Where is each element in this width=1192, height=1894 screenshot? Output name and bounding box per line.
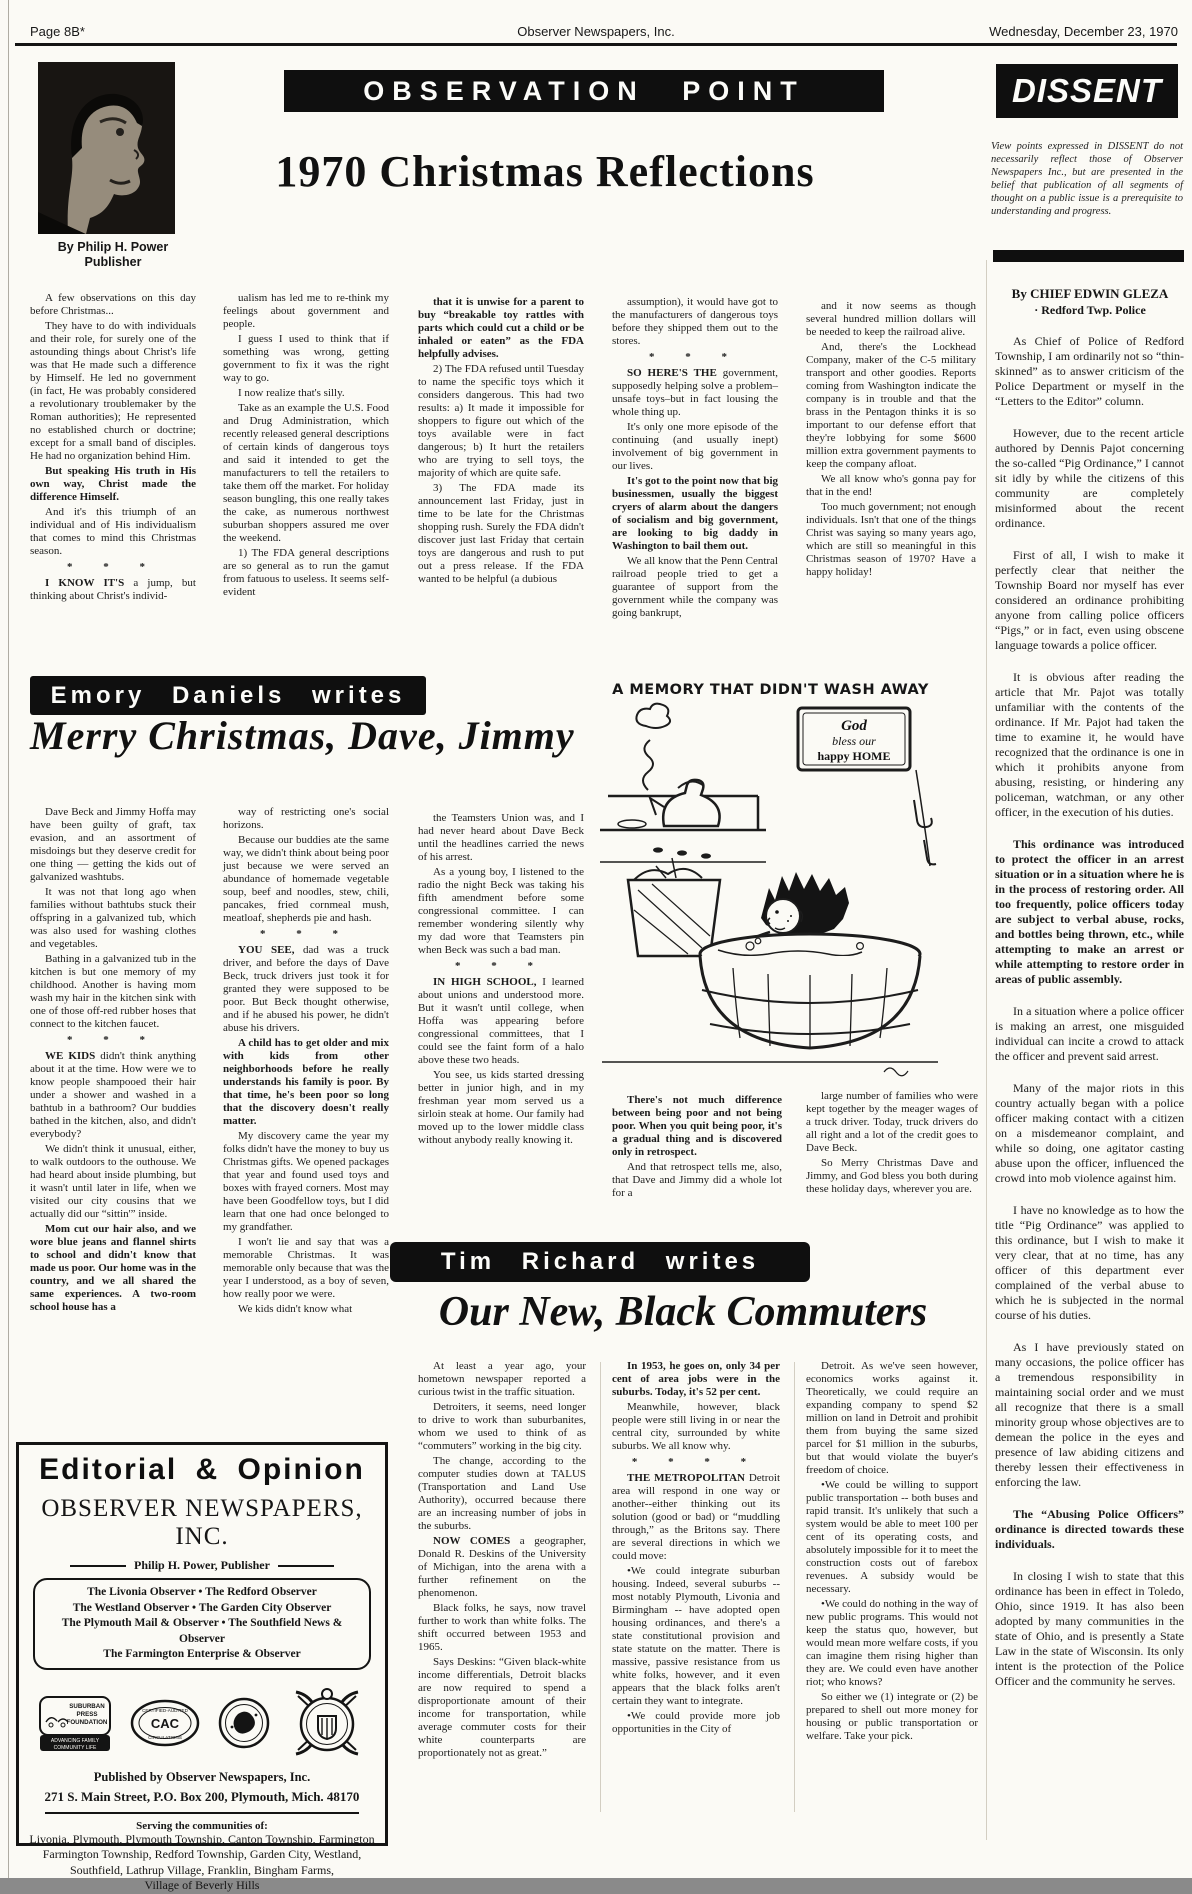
paragraph: It is obvious after reading the article that Mr. Pajot was totally unfamiliar with the contents of the ordinance. If Mr. Pajot had taken the time to examine it, he would have recognized that the ordinance is one in which it prohibits anyone from abusing, resisting, or hindering any policeman, watchman, or any other officer, in the execution of his duties. xyxy=(995,670,1184,819)
merry-column-5 xyxy=(806,1090,978,1248)
column-divider xyxy=(986,260,987,1840)
paragraph: and it now seems as though several hundred million dollars will be needed to keep the railroad alive. xyxy=(806,300,976,338)
paragraph: Take as an example the U.S. Food and Drug Administration, which recently released general descriptions of certain kinds of dangerous toys and said it intended to get the manufacturers to tell the retailers to take them off the market. For holiday season bungling, this one really takes the cake, as numerous northwest suburban shoppers assured me over the weekend. xyxy=(223,402,389,544)
address: 271 S. Main Street, P.O. Box 200, Plymouth, Mich. 48170 xyxy=(44,1788,360,1804)
communities-list xyxy=(19,1832,385,1894)
cartoon-caption: A MEMORY THAT DIDN'T WASH AWAY xyxy=(612,682,929,698)
paragraph: Too much government; not enough individuals. Isn't that one of the things Christ was saying so many years ago, which are still so meaningful in this Christmas season of 1970? Have a happy holiday! xyxy=(806,501,976,578)
newspaper-name: The Farmington Enterprise & Observer xyxy=(103,1648,301,1660)
paragraph: * * * xyxy=(67,1034,159,1046)
paragraph: So Merry Christmas Dave and Jimmy, and God bless you both during these holiday days, wherever you are. xyxy=(806,1157,978,1195)
paragraph: IN HIGH SCHOOL, I learned about unions and understood more. But it wasn't until college, when Hoffa was appearing before congressional committees, that I could see the faint form of a halo above these two heads. xyxy=(418,976,584,1066)
merry-column-1 xyxy=(30,806,196,1436)
tim-column-1 xyxy=(418,1360,586,1822)
paragraph: WE KIDS didn't think anything about it at the time. How were we to know people shampooed their hair under a shower and washed in a bathtub in a bathroom? Our buddies bathed in the kitchen, also, and didn't everybody? xyxy=(30,1050,196,1140)
reflections-column-5 xyxy=(806,300,976,656)
reflections-headline: 1970 Christmas Reflections xyxy=(275,147,815,196)
paragraph: However, due to the recent article authored by Dennis Pajot concerning the so-called “Pig Ordinance,” I cannot sit idly by while the citizens of this community are completely misinformed about the recent ordinance. xyxy=(995,426,1184,530)
header-rule xyxy=(15,43,1177,46)
paragraph: There's not much difference between being poor and not being poor. When you quit being poor, it's a gradual thing and is discovered only in retrospect. xyxy=(612,1094,782,1158)
paragraph: It was not that long ago when families without bathtubs stuck their offspring in a galvanized tub, which was also used for washing clothes and vegetables. xyxy=(30,886,196,950)
rule xyxy=(45,1812,359,1814)
cac-certified-circulations-seal xyxy=(130,1699,200,1747)
seal-text: COMMUNITY LIFE xyxy=(53,1744,97,1751)
page-number: Page 8B* xyxy=(30,24,85,39)
paragraph: We all know that the Penn Central railroad people tried to get a guarantee of support from the government while the company was going bankrupt, xyxy=(612,555,778,619)
community-line: Village of Beverly Hills xyxy=(144,1878,260,1892)
paragraph: * * * xyxy=(260,928,352,940)
paragraph: We didn't think it unusual, either, to walk outdoors to the outhouse. We had heard about inside plumbing, but it wasn't until later in life, when we visited our city cousins that we actually did our “sittin'” inside. xyxy=(30,1143,196,1220)
paragraph: * * * xyxy=(649,351,741,363)
sign-line-2: bless our xyxy=(832,734,876,748)
paragraph: In 1953, he goes on, only 34 per cent of area jobs were in the suburbs. Today, it's 52 per cent. xyxy=(612,1360,780,1398)
publisher-name: Philip H. Power, Publisher xyxy=(134,1558,270,1572)
paragraph: YOU SEE, dad was a truck driver, and before the days of Dave Beck, truck drivers just took it for granted they were supposed to be poor. But Beck thought otherwise, and if he abused his power, he didn't abuse his drivers. xyxy=(223,944,389,1034)
observation-point-banner: OBSERVATION POINT xyxy=(284,70,884,112)
press-association-seal xyxy=(218,1697,270,1749)
paragraph: * * * * xyxy=(631,1456,761,1468)
paragraph: assumption), it would have got to the manufacturers of dangerous toys before they shipped them out to the stores. xyxy=(612,296,778,347)
header-date: Wednesday, December 23, 1970 xyxy=(989,24,1178,39)
paragraph: I have no knowledge as to how the title “Pig Ordinance” was applied to this ordinance, but I wish to make it very clear, that at no time, has any officer of this department ever complained of the verbal abuse to which he is subjected in the normal course of his duties. xyxy=(995,1203,1184,1322)
publisher-row xyxy=(19,1558,385,1573)
paragraph: Dave Beck and Jimmy Hoffa may have been guilty of graft, tax evasion, and an assortment of misdoings but they deserve credit for one thing — getting the kids out of galvanized washtubs. xyxy=(30,806,196,883)
sign-line-3: happy HOME xyxy=(817,749,891,763)
tim-column-3 xyxy=(806,1360,978,1826)
page-edge-rule xyxy=(8,0,9,1878)
newspaper-name: The Livonia Observer • The Redford Observer xyxy=(87,1586,317,1598)
emory-daniels-banner: Emory Daniels writes xyxy=(30,676,426,715)
reflections-column-1 xyxy=(30,292,196,646)
paragraph: I now realize that's silly. xyxy=(238,387,345,399)
paragraph: My discovery came the year my folks didn't have the money to buy us Christmas gifts. We opened packages that year and found used toys and boxes with frayed corners. Most may have been Goodfellow toys, but I did learn that one had once belonged to my grandfather. xyxy=(223,1130,389,1233)
paragraph: •We could integrate suburban housing. Indeed, several suburbs -- most notably Plymouth, Livonia and Birmingham -- have adopted open housing ordinances, and there's a state constitutional provision and state statute on the matter. There is massive, passive resistance from us white folks, however, and it even appears that the black folks aren't certain they want to integrate. xyxy=(612,1565,780,1707)
washtub-cartoon xyxy=(598,704,943,1078)
paragraph: So either we (1) integrate or (2) be prepared to shell out more money for housing or public transportation or welfare. Take your pick. xyxy=(806,1691,978,1742)
paragraph: As Chief of Police of Redford Township, I am ordinarily not so “thin-skinned” as to answer criticism of the Police Department or myself in the “Letters to the Editor” column. xyxy=(995,334,1184,408)
paragraph: •We could provide more job opportunities in the City of xyxy=(612,1710,780,1735)
reflections-column-4 xyxy=(612,296,778,652)
paragraph: It's got to the point now that big businessmen, usually the biggest cryers of alarm about the dangers of socialism and big government, are looking to big daddy in Washington to bail them out. xyxy=(612,475,778,552)
dissent-column-rule xyxy=(993,250,1184,262)
paragraph: Black folks, he says, now travel further to work than white folks. The shift occurred between 1953 and 1965. xyxy=(418,1602,586,1653)
merry-column-2 xyxy=(223,806,389,1438)
paragraph: In closing I wish to state that this ordinance has been in effect in Toledo, Ohio, since 1919. It has also been adopted by many communities in the state of Ohio, and is presently a State Law in the state of Wisconsin. Its only intent is the protection of the Police Officer and the community he serves. xyxy=(995,1569,1184,1688)
dissent-disclaimer: View points expressed in DISSENT do not necessarily reflect those of Observer Newspapers Inc., but are presented in the belief that publication of all segments of thought on a public issue is a prerequisite to understanding and progress. xyxy=(991,141,1183,217)
newspaper-name: The Westland Observer • The Garden City Observer xyxy=(72,1601,332,1614)
merry-column-3 xyxy=(418,812,584,1242)
paragraph: •We could be willing to support public transportation -- both buses and rapid transit. It's unlikely that such a system would be able to meet 100 per cent of its operating costs, and absolutely impossible for it to meet the construction costs out of farebox revenues. A subsidy would be necessary. xyxy=(806,1479,978,1595)
paragraph: SO HERE'S THE government, supposedly helping solve a problem–unsafe toys–but in fact lousing the whole thing up. xyxy=(612,367,778,418)
column-divider xyxy=(794,1362,795,1812)
paragraph: Meanwhile, however, black people were still living in or near the central city, surrounded by white suburbs. We all know why. xyxy=(612,1401,780,1452)
byline-name: By Philip H. Power xyxy=(57,240,169,254)
paragraph: As I have previously stated on many occasions, the police officer has a tremendous responsibility in maintaining social order and we must all recognize that there is a small minority group whose objectives are to demean the police in the eyes and presence of law abiding citizens and thereby lessen their effectiveness in enforcing the law. xyxy=(995,1340,1184,1489)
newspapers-list xyxy=(33,1578,371,1670)
paragraph: This ordinance was introduced to protect the officer in an arrest situation or in a situation where he is in the process of restoring order. All too frequently, police officers today are subject to verbal abuse, rocks, and bottles being thrown, etc., while attempting to make an arrest or while attempting to restore order in areas of public assembly. xyxy=(995,837,1184,986)
paragraph: the Teamsters Union was, and I had never heard about Dave Beck until the headlines carried the news of his arrest. xyxy=(418,812,584,863)
merry-column-4 xyxy=(612,1094,782,1244)
paragraph: 3) The FDA made its announcement last Friday, just in time to be late for the Christmas shopping rush. Surely the FDA didn't discover just last Friday that certain toys are dangerous and rush to put out a press release. If the FDA wanted to be helpful (a dubious xyxy=(418,482,584,585)
gleza-byline-name: By CHIEF EDWIN GLEZA xyxy=(1011,286,1169,301)
paragraph: In a situation where a police officer is making an arrest, one misguided individual can incite a crowd to attack the officer and prevent said arrest. xyxy=(995,1004,1184,1063)
header-org: Observer Newspapers, Inc. xyxy=(517,24,675,39)
paragraph: A child has to get older and mix with kids from other neighborhoods before he really understands his family is poor. By that time, he's been poor so long that the discovery doesn't really matter. xyxy=(223,1037,389,1127)
seal-text: CERTIFIED-AUDITED xyxy=(142,1707,188,1713)
association-seals xyxy=(29,1680,375,1766)
paragraph: I guess I used to think that if something was wrong, getting government to fix it was the right way to go. xyxy=(223,333,389,384)
reflections-column-3 xyxy=(418,296,584,648)
paragraph: Bathing in a galvanized tub in the kitchen is but one memory of my childhood. Another is having mom wash my hair in the kitchen sink with one of those off-red rubber hoses that connect to the kitchen faucet. xyxy=(30,953,196,1030)
paragraph: We kids didn't know what xyxy=(238,1303,353,1315)
paragraph: •We could do nothing in the way of new public programs. This would not keep the status quo, however, but would mean more welfare costs, if you can imagine them rising higher than they are. We could even have another riot; who knows? xyxy=(806,1598,978,1688)
seal-text: CIRCULATIONS xyxy=(148,1734,182,1740)
photo-byline xyxy=(30,240,196,270)
paragraph: Mom cut our hair also, and we wore blue jeans and flannel shirts to school and didn't know that made us poor. Our home was in the country, and we all shared the same experiences. A two-room school house has a xyxy=(30,1223,196,1313)
paragraph: * * * xyxy=(455,960,547,972)
sign-line-1: God xyxy=(841,718,867,734)
paragraph: * * * xyxy=(67,561,159,573)
masthead-org: OBSERVER NEWSPAPERS, INC. xyxy=(41,1495,363,1550)
gleza-column xyxy=(995,334,1184,1850)
reflections-column-2 xyxy=(223,292,389,646)
commuters-headline: Our New, Black Commuters xyxy=(438,1289,928,1335)
paragraph: Says Deskins: “Given black-white income differentials, Detroit blacks are now required to spend a disproportionate amount of their income for transportation, while average commuter costs for their white counterparts are proportionately not as great.” xyxy=(418,1656,586,1759)
newspaper-name: The Plymouth Mail & Observer • The Southfield News & Observer xyxy=(61,1617,343,1645)
paragraph: And it's this triumph of an individual and of His individualism that comes to mind this Christmas season. xyxy=(30,506,196,557)
paragraph: Because our buddies ate the same way, we didn't think about being poor just because we were served an abundance of homemade vegetable soup, beef and noodles, stew, chili, pancakes, fried cornmeal mush, meatloaf, shepherds pie and hash. xyxy=(223,834,389,924)
dissent-banner: DISSENT xyxy=(996,64,1178,118)
published-by: Published by Observer Newspapers, Inc. xyxy=(93,1769,311,1784)
paragraph: And that retrospect tells me, also, that Dave and Jimmy did a whole lot for a xyxy=(612,1161,782,1199)
paragraph: large number of families who were kept together by the meager wages of a truck driver. Today, truck drivers do all right and a lot of the credit goes to Dave Beck. xyxy=(806,1090,978,1154)
publisher-photo xyxy=(38,62,175,234)
suburban-press-foundation-seal xyxy=(38,1692,112,1754)
community-line: Southfield, Lathrup Village, Franklin, Bingham Farms, xyxy=(69,1862,335,1877)
rule xyxy=(278,1565,334,1567)
paragraph: that it is unwise for a parent to buy “breakable toy rattles with parts which could cut a child or be inhaled or eaten” as the FDA helpfully advises. xyxy=(418,296,584,360)
seal-text: PRESS xyxy=(76,1710,98,1718)
seal-text: CAC xyxy=(150,1715,180,1731)
gleza-byline-title: · Redford Twp. Police xyxy=(1034,303,1146,317)
paragraph: Many of the major riots in this country actually began with a police officer making contact with a citizen on a misdemeanor complaint, and while so doing, one agitator casting abuse upon the officer, influenced the crowd into mob violence against him. xyxy=(995,1081,1184,1185)
paragraph: A few observations on this day before Christmas... xyxy=(30,292,196,317)
paragraph: Detroit. As we've seen however, economics works against it. Theoretically, we could require an expanding company to spend $2 million on land in Detroit and prohibit them from buying the same sized parcel for $1 million in the suburbs, but that would violate the buyer's freedom of choice. xyxy=(806,1360,978,1476)
tim-column-2 xyxy=(612,1360,780,1826)
paragraph: Detroiters, it seems, need longer to drive to work than suburbanites, whom we used to think of as “commuters” working in the big city. xyxy=(418,1401,586,1452)
serving-label: Serving the communities of: xyxy=(136,1819,268,1832)
paragraph: You see, us kids started dressing better in junior high, and in my freshman year mom served us a sirloin steak at home. Our family had moved up to the lower middle class without anybody really knowing it. xyxy=(418,1069,584,1146)
seal-text: FOUNDATION xyxy=(66,1718,108,1726)
paragraph: First of all, I wish to make it perfectly clear that neither the Township Board nor myself has ever considered an ordinance prohibiting anyone from calling police officers “Pigs,” or in fact, even using obscene language towards a police officer. xyxy=(995,548,1184,652)
community-line: Livonia, Plymouth, Plymouth Township, Canton Township, Farmington xyxy=(29,1831,375,1846)
paragraph: As a young boy, I listened to the radio the night Beck was taking his fifth amendment before some congressional committee. I can remember wondering silently why my dad wore that Teamsters pin when Beck was such a bad man. xyxy=(418,866,584,956)
paragraph: They have to do with individuals and their role, for surely one of the astounding things about Christ's life was that He made such a difference by Himself. He led no government (in fact, He was probably considered a revolutionary troublemaker by the Roman authorities); He represented no established church or doctrine; except for a small band of disciples. He had no organization behind Him. xyxy=(30,320,196,462)
paragraph: We all know who's gonna pay for that in the end! xyxy=(806,473,976,498)
paragraph: And, there's the Lockhead Company, maker of the C-5 military transport and other goodies. Reports coming from Washington indicate the company is in trouble and that the brass in the Pentagon thinks it is so important to our defense effort that they're lobbying for some $600 million extra government payments to keep the company afloat. xyxy=(806,341,976,470)
paragraph: At least a year ago, your hometown newspaper reported a curious twist in the traffic situation. xyxy=(418,1360,586,1398)
paragraph: way of restricting one's social horizons. xyxy=(223,806,389,831)
paragraph: NOW COMES a geographer, Donald R. Deskins of the University of Michigan, into the arena with a further refinement on the phenomenon. xyxy=(418,1535,586,1599)
community-line: Farmington Township, Redford Township, Garden City, Westland, xyxy=(42,1847,362,1861)
paragraph: 2) The FDA refused until Tuesday to name the specific toys which it considers dangerous. This had two results: a) It made it impossible for shoppers to figure out which of the toys available were in fact dangerous; b) It hurt the retailers who are trying to sell toys, the majority of which are quite safe. xyxy=(418,363,584,479)
paragraph: I KNOW IT'S a jump, but thinking about Christ's individ- xyxy=(30,577,196,602)
byline-title: Publisher xyxy=(84,255,142,269)
editorial-box-title: Editorial & Opinion xyxy=(39,1453,365,1486)
paragraph: The change, according to the computer studies down at TALUS (Transportation and Land Use Authority), occurred because there are an increasing number of jobs in the suburbs. xyxy=(418,1455,586,1532)
paragraph: It's only one more episode of the continuing (and usually inept) involvement of big government in our lives. xyxy=(612,421,778,472)
paragraph: The “Abusing Police Officers” ordinance is directed towards these individuals. xyxy=(995,1507,1184,1551)
column-divider xyxy=(600,1362,601,1812)
rule xyxy=(70,1565,126,1567)
paragraph: I won't lie and say that was a memorable Christmas. It was memorable only because that was the year I understood, as a boy of seven, how really poor we were. xyxy=(223,1236,389,1300)
seal-text: ADVANCING FAMILY xyxy=(50,1737,100,1744)
seal-text: SUBURBAN xyxy=(69,1702,105,1710)
editorial-opinion-box xyxy=(16,1442,388,1892)
paragraph: THE METROPOLITAN Detroit area will respond in one way or another--either thinking out its solution (good or bad) or “muddling through,” as the Britons say. There are several directions in which we could move: xyxy=(612,1472,780,1562)
paragraph: ualism has led me to re-think my feelings about government and people. xyxy=(223,292,389,330)
merry-headline: Merry Christmas, Dave, Jimmy xyxy=(30,713,575,758)
gleza-byline xyxy=(995,286,1185,318)
paragraph: 1) The FDA general descriptions are so general as to run the gamut from fatuous to useless. It seems self-evident xyxy=(223,547,389,598)
tim-richard-banner: Tim Richard writes xyxy=(390,1242,810,1282)
national-newspaper-association-seal xyxy=(288,1684,366,1762)
paragraph: But speaking His truth in His own way, Christ made the difference Himself. xyxy=(30,465,196,503)
